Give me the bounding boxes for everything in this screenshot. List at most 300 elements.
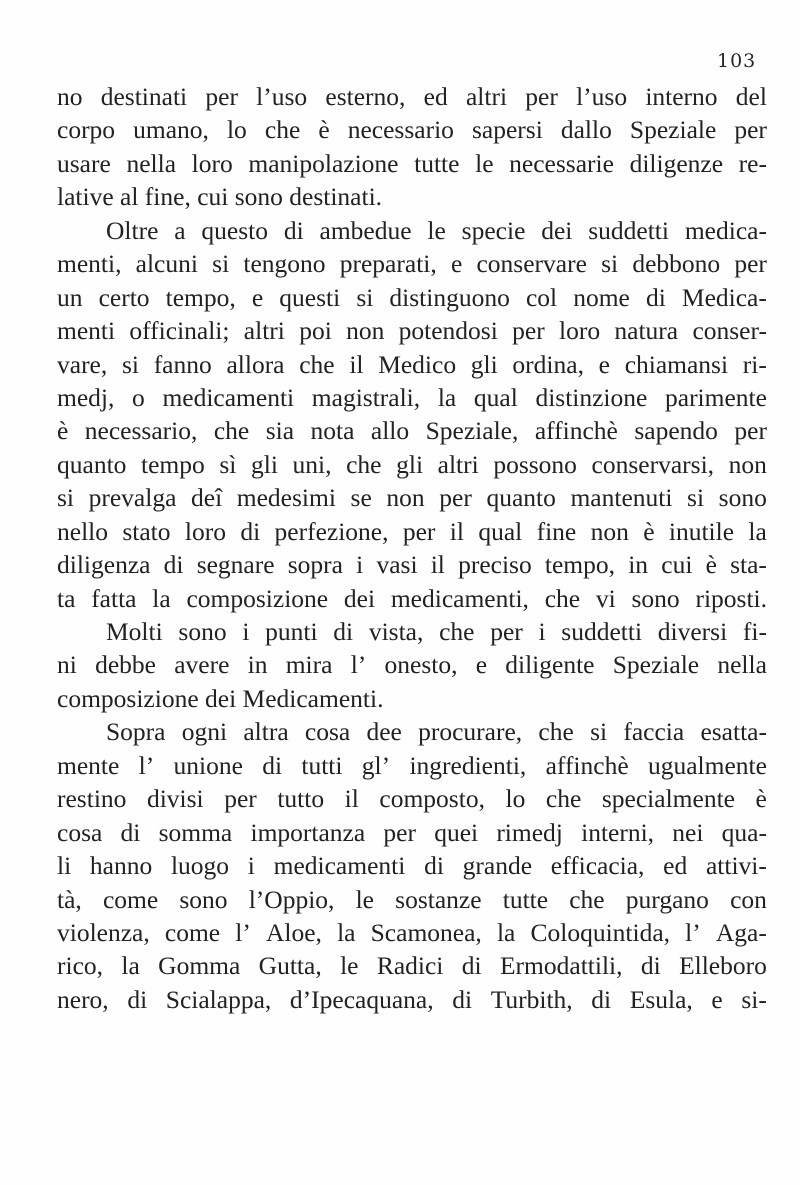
word: Speziale, bbox=[425, 416, 519, 446]
word: violenza, bbox=[57, 917, 150, 947]
word: Gomma bbox=[158, 951, 241, 981]
word: deî bbox=[191, 483, 223, 513]
word: fi- bbox=[742, 617, 767, 646]
text-line bbox=[57, 80, 767, 113]
word: come bbox=[164, 917, 221, 947]
word: mente bbox=[57, 750, 120, 780]
word: diligenza bbox=[57, 550, 151, 580]
text-line bbox=[57, 983, 767, 1016]
word: si bbox=[356, 282, 374, 312]
word: per bbox=[439, 483, 472, 513]
word: il bbox=[349, 349, 364, 379]
word: l’uso bbox=[256, 82, 308, 111]
word: che bbox=[264, 115, 301, 145]
word: sono bbox=[179, 884, 228, 914]
word: composto, bbox=[379, 784, 485, 814]
word: che bbox=[544, 583, 581, 613]
text-line bbox=[57, 849, 767, 882]
word: interno bbox=[645, 82, 718, 111]
word: non bbox=[590, 516, 629, 546]
word: che bbox=[346, 449, 382, 479]
word: di bbox=[645, 282, 666, 312]
word: Medico bbox=[378, 349, 457, 379]
word: i bbox=[247, 851, 255, 881]
word: sostanze bbox=[395, 884, 482, 914]
word: nella bbox=[717, 650, 767, 680]
word: menti, bbox=[57, 249, 122, 279]
word: l’ bbox=[138, 750, 155, 780]
word: che bbox=[299, 349, 335, 379]
word: nella bbox=[126, 148, 177, 178]
word: perfezione, bbox=[274, 516, 389, 546]
word: e bbox=[598, 349, 610, 379]
word: ugualmente bbox=[647, 750, 767, 780]
word: questi bbox=[279, 282, 341, 312]
word: l’Oppio, bbox=[248, 884, 335, 914]
word: debbono bbox=[632, 249, 721, 279]
word: che bbox=[538, 717, 574, 747]
word: tutto bbox=[277, 784, 325, 814]
word: gli bbox=[470, 349, 498, 379]
word: altri bbox=[465, 82, 508, 111]
word: ri- bbox=[742, 349, 767, 379]
text-line bbox=[57, 314, 767, 347]
word: si bbox=[590, 717, 608, 747]
word: fatta bbox=[91, 583, 137, 613]
word: segnare bbox=[196, 550, 275, 580]
word: purgano bbox=[625, 884, 709, 914]
word: per bbox=[383, 817, 416, 847]
word: composizione bbox=[186, 583, 329, 613]
word: il bbox=[430, 550, 445, 580]
word: il bbox=[449, 516, 464, 546]
word: per bbox=[734, 416, 767, 446]
word: mantenuti bbox=[570, 483, 673, 513]
word: tutte bbox=[502, 884, 549, 914]
word: Elleboro bbox=[679, 951, 767, 981]
word: ingredienti, bbox=[409, 750, 527, 780]
word: Aga- bbox=[715, 917, 767, 947]
word: la bbox=[337, 917, 356, 947]
word: nello bbox=[57, 516, 108, 546]
word: lo bbox=[505, 784, 526, 814]
word: preparati, bbox=[339, 249, 437, 279]
word: l’ bbox=[235, 917, 251, 947]
text-line bbox=[57, 348, 767, 381]
word: l’ bbox=[350, 650, 367, 680]
word: e bbox=[711, 984, 723, 1014]
word: divisi bbox=[146, 784, 204, 814]
word: per bbox=[402, 516, 436, 546]
text-line bbox=[57, 113, 767, 146]
word: di bbox=[127, 984, 148, 1014]
word: sapersi bbox=[471, 115, 543, 145]
word: per bbox=[525, 82, 558, 111]
word: se bbox=[350, 483, 372, 513]
word: sono bbox=[631, 583, 680, 613]
word: loro bbox=[184, 516, 226, 546]
word: nota bbox=[310, 416, 355, 446]
word: si bbox=[57, 483, 75, 513]
word: quanto bbox=[57, 449, 127, 479]
word: in bbox=[628, 550, 649, 580]
word: qua- bbox=[721, 817, 767, 847]
word: di bbox=[240, 516, 261, 546]
word: corpo bbox=[57, 115, 116, 145]
word: ni bbox=[57, 650, 77, 680]
word: che bbox=[545, 784, 582, 814]
word: dei bbox=[343, 583, 376, 613]
word: Scamonea, bbox=[370, 917, 482, 947]
word: non bbox=[728, 449, 767, 479]
word: le bbox=[340, 951, 359, 981]
word: medicamenti bbox=[162, 382, 295, 412]
word: Esula, bbox=[629, 984, 693, 1014]
word: luogo bbox=[170, 851, 230, 881]
word: tempo, bbox=[544, 550, 616, 580]
word: dallo bbox=[560, 115, 612, 145]
word: altri bbox=[437, 449, 479, 479]
word: no bbox=[57, 82, 83, 111]
word: natura bbox=[614, 316, 679, 346]
word: manipolazione bbox=[248, 148, 399, 178]
word: che bbox=[569, 884, 605, 914]
word: specialmente bbox=[601, 784, 735, 814]
word: parimente bbox=[665, 382, 767, 412]
text-line bbox=[57, 214, 767, 247]
text-line bbox=[57, 715, 767, 748]
word: menti bbox=[57, 316, 116, 346]
word: per bbox=[490, 617, 523, 646]
word: l’ bbox=[685, 917, 701, 947]
text-line bbox=[57, 281, 767, 314]
word: altra bbox=[243, 717, 289, 747]
word: affinchè bbox=[545, 750, 629, 780]
word: Aloe, bbox=[265, 917, 322, 947]
word: faccia bbox=[623, 717, 685, 747]
word: allora bbox=[226, 349, 285, 379]
text-line bbox=[57, 883, 767, 916]
word: punti bbox=[265, 617, 318, 646]
word: vi bbox=[595, 583, 616, 613]
word: li bbox=[57, 851, 72, 881]
word: alcuni bbox=[135, 249, 198, 279]
word: cui bbox=[661, 550, 693, 580]
word: uni, bbox=[292, 449, 332, 479]
word: necessarie bbox=[509, 148, 614, 178]
word: medicamenti bbox=[273, 851, 406, 881]
text-line bbox=[57, 949, 767, 982]
word: con bbox=[730, 884, 767, 914]
word: diligenze bbox=[629, 148, 724, 178]
word: necessario bbox=[347, 115, 454, 145]
word: i bbox=[538, 617, 546, 646]
word: gl’ bbox=[361, 750, 391, 780]
word: tengono bbox=[243, 249, 326, 279]
word: Turbith, bbox=[490, 984, 573, 1014]
word: la bbox=[152, 583, 171, 613]
word: è bbox=[705, 550, 717, 580]
word: officinali; bbox=[129, 316, 230, 346]
word: altri bbox=[243, 316, 285, 346]
word: che bbox=[439, 617, 475, 646]
word: inutile bbox=[668, 516, 735, 546]
word: di bbox=[333, 617, 354, 646]
word: ed bbox=[663, 851, 688, 881]
word: Coloquintida, bbox=[530, 917, 671, 947]
word: unione bbox=[173, 750, 243, 780]
text-line bbox=[57, 816, 767, 849]
word: dee bbox=[366, 717, 402, 747]
word: esatta- bbox=[700, 717, 767, 747]
word: esterno, bbox=[325, 82, 406, 111]
word: di bbox=[424, 851, 444, 881]
text-line bbox=[57, 582, 767, 615]
word: allo bbox=[370, 416, 410, 446]
word: la bbox=[121, 951, 140, 981]
word: Molti bbox=[106, 617, 163, 646]
word: la bbox=[748, 516, 767, 546]
word: di bbox=[591, 984, 612, 1014]
word: gli bbox=[251, 449, 278, 479]
word: è bbox=[318, 115, 330, 145]
word: sta- bbox=[730, 550, 767, 580]
word: i bbox=[242, 617, 250, 646]
word: ed bbox=[423, 82, 448, 111]
word: sono bbox=[178, 617, 227, 646]
text-line bbox=[57, 147, 767, 180]
word: è bbox=[57, 416, 69, 446]
word: e bbox=[251, 282, 264, 312]
word: in bbox=[247, 650, 268, 680]
word: restino bbox=[57, 784, 127, 814]
word: riposti. bbox=[695, 583, 767, 613]
word: tà, bbox=[57, 884, 82, 914]
word: sia bbox=[265, 416, 295, 446]
word: si bbox=[121, 349, 139, 379]
text-line bbox=[57, 548, 767, 581]
word: un bbox=[57, 282, 83, 312]
text-line bbox=[57, 648, 767, 681]
word: o bbox=[132, 382, 145, 412]
word: sì bbox=[219, 449, 237, 479]
word: di bbox=[640, 951, 661, 981]
word: debbe bbox=[95, 650, 156, 680]
word: lo bbox=[226, 115, 247, 145]
word: sono bbox=[718, 483, 767, 513]
word: diversi bbox=[657, 617, 728, 646]
word: per bbox=[734, 115, 767, 145]
word: si bbox=[687, 483, 705, 513]
word: per bbox=[512, 316, 545, 346]
word: diligente bbox=[505, 650, 595, 680]
word: le bbox=[355, 884, 374, 914]
word: il bbox=[344, 784, 359, 814]
word: conservarsi, bbox=[591, 449, 715, 479]
word: di bbox=[461, 951, 482, 981]
word: di bbox=[283, 215, 304, 245]
word: Gutta, bbox=[258, 951, 322, 981]
word: Oltre bbox=[106, 215, 159, 245]
word: stato bbox=[122, 516, 171, 546]
text-line: composizione dei Medicamenti. bbox=[57, 683, 384, 713]
word: vare, bbox=[57, 349, 108, 379]
word: di bbox=[120, 817, 141, 847]
word: vasi bbox=[376, 550, 418, 580]
word: necessario, bbox=[84, 416, 198, 446]
word: è bbox=[643, 516, 655, 546]
word: efficacia, bbox=[550, 851, 645, 881]
word: importanza bbox=[250, 817, 366, 847]
word: distinzione bbox=[535, 382, 648, 412]
text-line bbox=[57, 515, 767, 548]
word: Speziale bbox=[612, 650, 700, 680]
word: la bbox=[437, 382, 457, 412]
word: per bbox=[205, 82, 238, 111]
page-number: 103 bbox=[717, 50, 757, 72]
word: tutte bbox=[414, 148, 460, 178]
word: suddetti bbox=[561, 617, 643, 646]
word: le bbox=[475, 148, 494, 178]
text-line bbox=[57, 381, 767, 414]
word: d’Ipecaquana, bbox=[289, 984, 434, 1014]
word: per bbox=[224, 784, 257, 814]
word: avere bbox=[174, 650, 230, 680]
word: dei bbox=[541, 215, 573, 245]
word: si- bbox=[741, 984, 767, 1014]
word: rimedj bbox=[496, 817, 563, 847]
word: per bbox=[734, 249, 767, 279]
word: Speziale bbox=[629, 115, 717, 145]
word: vista, bbox=[368, 617, 424, 646]
word: Ermodattili, bbox=[499, 951, 623, 981]
word: ta bbox=[57, 583, 76, 613]
word: e bbox=[475, 650, 488, 680]
word: quanto bbox=[486, 483, 556, 513]
word: cosa bbox=[57, 817, 103, 847]
word: Radici bbox=[376, 951, 444, 981]
word: sopra bbox=[287, 550, 343, 580]
word: rico, bbox=[57, 951, 104, 981]
word: qual bbox=[473, 382, 518, 412]
text-line bbox=[57, 448, 767, 481]
word: conservare bbox=[476, 249, 587, 279]
text-line bbox=[57, 247, 767, 280]
word: certo bbox=[98, 282, 150, 312]
word: Scialappa, bbox=[165, 984, 272, 1014]
word: quei bbox=[434, 817, 479, 847]
word: e bbox=[450, 249, 463, 279]
word: medj, bbox=[57, 382, 115, 412]
word: mira bbox=[285, 650, 333, 680]
word: l’uso bbox=[576, 82, 628, 111]
text-line bbox=[57, 414, 767, 447]
word: suddetti bbox=[588, 215, 669, 245]
word: loro bbox=[559, 316, 601, 346]
text-line: lative al fine, cui sono destinati. bbox=[57, 182, 383, 212]
word: che bbox=[213, 416, 250, 446]
word: onesto, bbox=[384, 650, 458, 680]
word: tempo bbox=[141, 449, 205, 479]
word: medica- bbox=[684, 215, 767, 245]
word: preciso bbox=[458, 550, 532, 580]
word: attivi- bbox=[705, 851, 767, 881]
word: nome bbox=[573, 282, 630, 312]
word: distinguono bbox=[389, 282, 510, 312]
word: magistrali, bbox=[311, 382, 421, 412]
word: si bbox=[601, 249, 619, 279]
word: col bbox=[525, 282, 558, 312]
word: questo bbox=[201, 215, 268, 245]
word: non bbox=[346, 316, 385, 346]
word: del bbox=[735, 82, 767, 111]
word: re- bbox=[738, 148, 767, 178]
word: di bbox=[452, 984, 473, 1014]
word: la bbox=[496, 917, 516, 947]
word: prevalga bbox=[88, 483, 177, 513]
word: loro bbox=[191, 148, 233, 178]
text-line bbox=[57, 782, 767, 815]
word: procurare, bbox=[418, 717, 523, 747]
word: destinati bbox=[100, 82, 188, 111]
text-line bbox=[57, 916, 767, 949]
word: fanno bbox=[153, 349, 212, 379]
word: chiamansi bbox=[624, 349, 729, 379]
word: ogni bbox=[181, 717, 228, 747]
word: Medica- bbox=[681, 282, 767, 312]
word: i bbox=[356, 550, 364, 580]
word: nei bbox=[672, 817, 704, 847]
word: gli bbox=[396, 449, 424, 479]
word: ordina, bbox=[512, 349, 584, 379]
word: specie bbox=[461, 215, 526, 245]
text-line bbox=[57, 749, 767, 782]
word: come bbox=[102, 884, 159, 914]
text-line bbox=[57, 615, 767, 648]
word: cosa bbox=[304, 717, 351, 747]
word: affinchè bbox=[534, 416, 618, 446]
word: potendosi bbox=[398, 316, 498, 346]
word: si bbox=[212, 249, 230, 279]
word: somma bbox=[158, 817, 233, 847]
word: nero, bbox=[57, 984, 109, 1014]
word: interni, bbox=[581, 817, 655, 847]
word: sapendo bbox=[634, 416, 718, 446]
word: tempo, bbox=[165, 282, 236, 312]
word: le bbox=[427, 215, 446, 245]
word: medesimi bbox=[236, 483, 336, 513]
word: ambedue bbox=[319, 215, 412, 245]
word: usare bbox=[57, 148, 111, 178]
word: umano, bbox=[133, 115, 209, 145]
word: tutti bbox=[301, 750, 343, 780]
word: non bbox=[386, 483, 425, 513]
word: poi bbox=[299, 316, 332, 346]
word: di bbox=[163, 550, 184, 580]
word: Sopra bbox=[106, 717, 166, 747]
word: è bbox=[755, 784, 767, 814]
word: a bbox=[174, 215, 186, 245]
word: fine bbox=[536, 516, 577, 546]
word: conser- bbox=[692, 316, 767, 346]
word: qual bbox=[478, 516, 523, 546]
word: possono bbox=[493, 449, 577, 479]
text-line bbox=[57, 481, 767, 514]
word: medicamenti, bbox=[390, 583, 529, 613]
word: hanno bbox=[89, 851, 153, 881]
word: di bbox=[262, 750, 283, 780]
word: grande bbox=[462, 851, 533, 881]
